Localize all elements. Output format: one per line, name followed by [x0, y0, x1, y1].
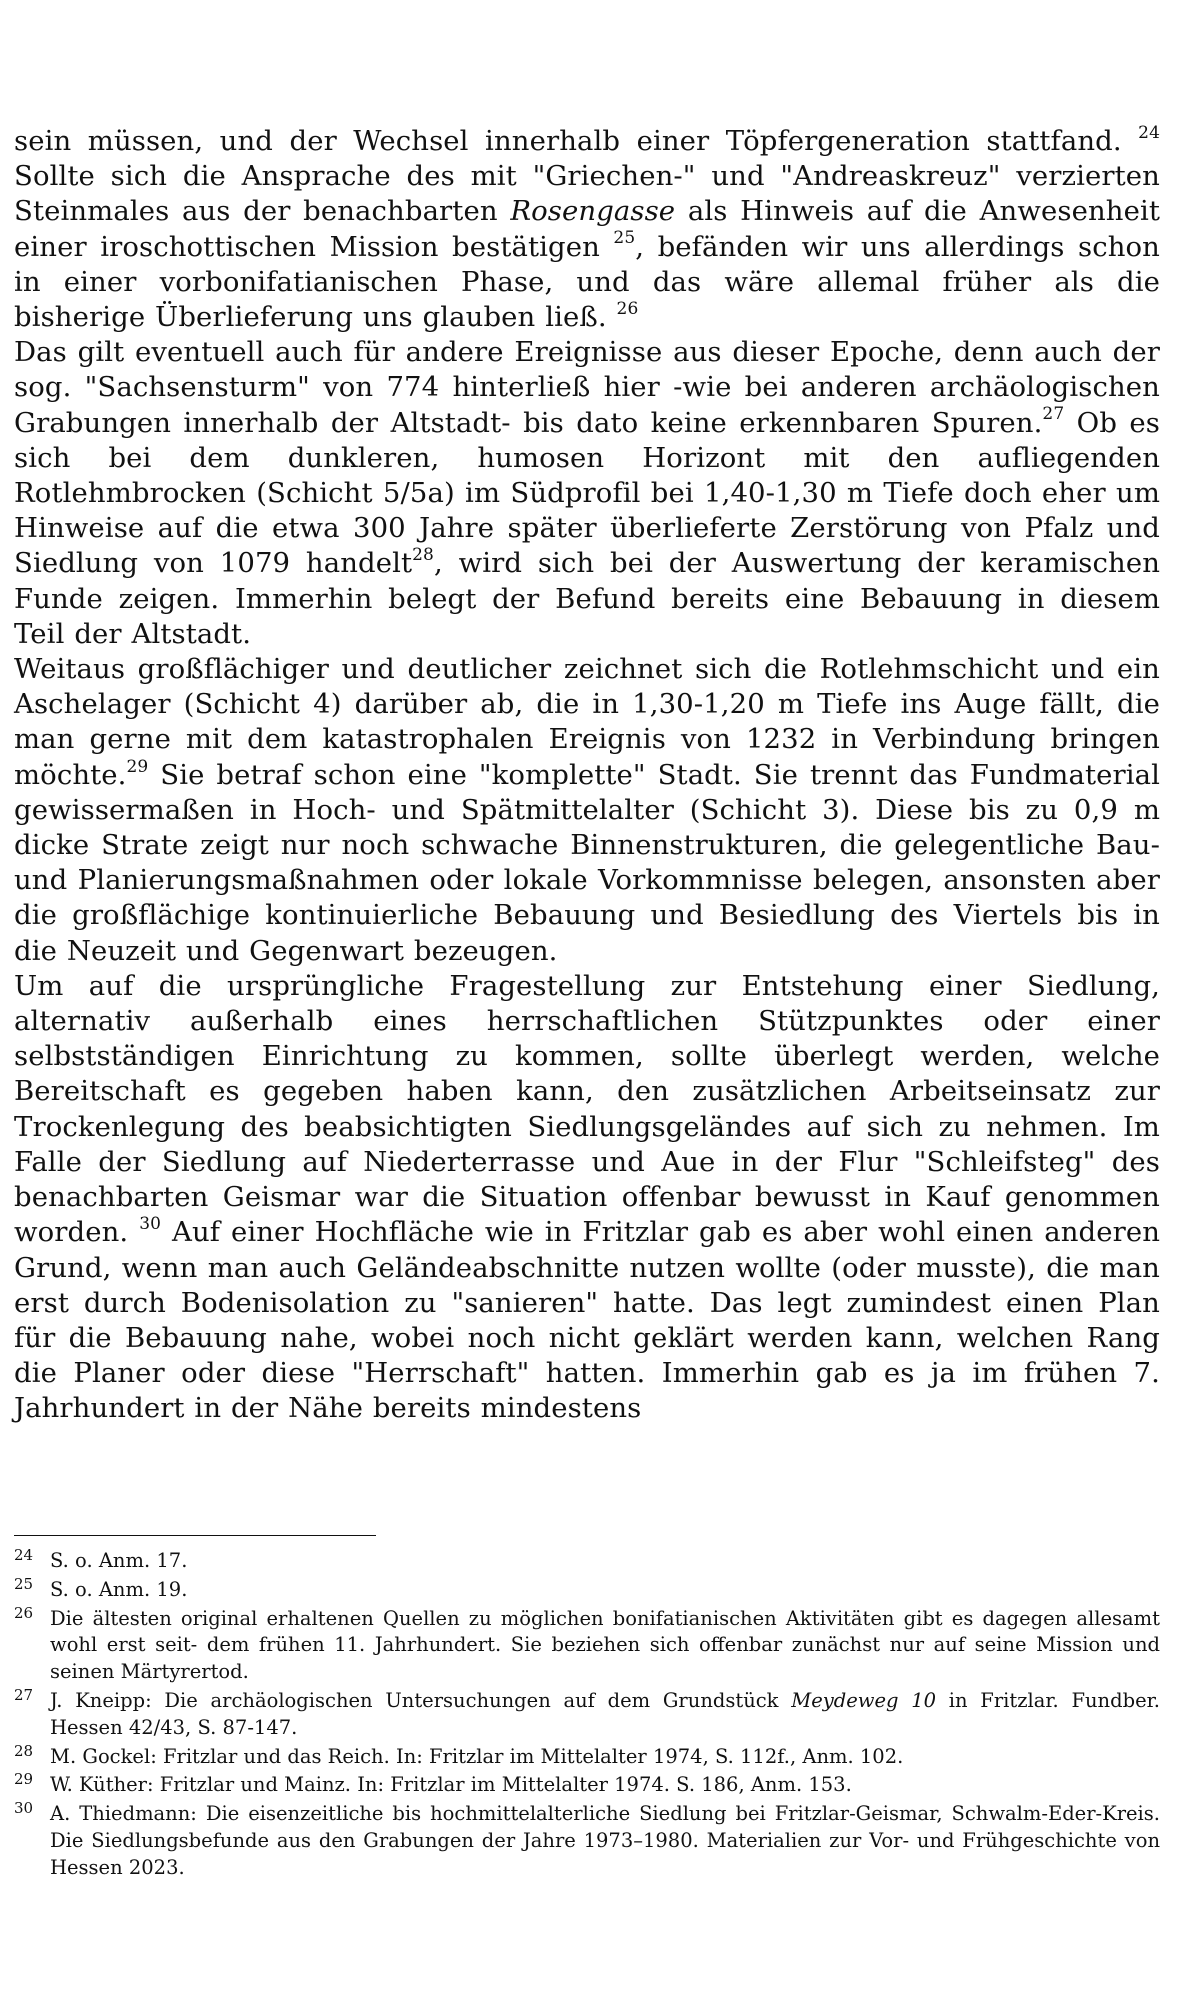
footnote-text: W. Küther: Fritzlar und Mainz. In: Fritzlar im Mittelalter 1974. S. 186, Anm. 153. [50, 1773, 852, 1797]
footnote-text [50, 1688, 1160, 1742]
footnote-text: S. o. Anm. 19. [50, 1577, 188, 1601]
footnote-text-run: in Fritzlar. Fundber. Hessen 42/43, S. 87-147. [50, 1688, 1160, 1739]
text-run: Um auf die ursprüngliche Fragestellung zur Entstehung einer Siedlung, alternativ außerhalb eines herrschaftlichen Stützpunktes oder einer selbstständigen Einrichtung zu kommen, sollte überlegt werden, welche Bereitschaft es gegeben haben kann, den zusätzlichen Arbeitseinsatz zur Trockenlegung des beabsichtigten Siedlungsgeländes auf sich zu nehmen. Im Falle der Siedlung auf Niederterrasse und Aue in der Flur "Schleifsteg" des benachbarten Geismar war die Situation offenbar bewusst in Kauf genommen worden. [14, 969, 1160, 1249]
text-run: , befänden wir uns allerdings schon in einer vorbonifatianischen Phase, und das wäre allemal früher als die bisherige Überlieferung uns glauben ließ. [14, 230, 1160, 334]
italic-term: Meydeweg 10 [791, 1688, 937, 1712]
footnote-ref[interactable]: 24 [1138, 122, 1160, 143]
text-run: , wird sich bei der Auswertung der keramischen Funde zeigen. Immerhin belegt der Befund bereits eine Bebauung in diesem Teil der Altstadt. [14, 547, 1161, 650]
footnote-ref[interactable]: 26 [616, 298, 639, 319]
footnote-ref[interactable]: 28 [412, 545, 434, 566]
footnote-number: 25 [14, 1574, 34, 1593]
text-run: Weitaus großflächiger und deutlicher zeichnet sich die Rotlehmschicht und ein Aschelager (Schicht 4) darüber ab, die in 1,30-1,20 m Tiefe ins Auge fällt, die man gerne mit dem katastrophalen Ereignis von 1232 in Verbindung bringen möchte. [14, 653, 1160, 791]
footnote-ref[interactable]: 29 [126, 756, 149, 777]
footnote-25 [14, 1574, 1160, 1604]
footnote-29 [14, 1772, 1160, 1799]
footnote-number: 28 [14, 1741, 34, 1760]
footnote-30 [14, 1801, 1160, 1881]
footnote-27 [14, 1685, 1160, 1742]
paragraph-1 [14, 124, 1160, 335]
text-run: Das gilt eventuell auch für andere Ereignisse aus dieser Epoche, denn auch der sog. "Sachsensturm" von 774 hinterließ hier -wie bei anderen archäologischen Grabungen innerhalb der Altstadt- bis dato keine erkennbaren Spuren. [14, 336, 1160, 439]
paragraph-4 [14, 969, 1160, 1427]
text-run: Sie betraf schon eine "komplette" Stadt. Sie trennt das Fundmaterial gewissermaßen in Hoch- und Spätmittelalter (Schicht 3). Diese bis zu 0,9 m dicke Strate zeigt nur noch schwache Binnenstrukturen, die gelegentliche Bau- und Planierungsmaßnahmen oder lokale Vorkommnisse belegen, ansonsten aber die großflächige kontinuierliche Bebauung und Besiedlung des Viertels bis in die Neuzeit und Gegenwart bezeugen. [14, 758, 1161, 967]
footnote-text: S. o. Anm. 17. [50, 1549, 188, 1572]
text-run: sein müssen, und der Wechsel innerhalb einer Töpfergeneration stattfand. [14, 125, 1122, 157]
footnote-text: A. Thiedmann: Die eisenzeitliche bis hochmittelalterliche Siedlung bei Fritzlar-Geismar, Schwalm-Eder-Kreis. Die Siedlungsbefunde aus den Grabungen der Jahre 1973–1980. Materialien zur Vor- und Frühgeschichte von Hessen 2023. [50, 1802, 1160, 1879]
text-run: Ob es sich bei dem dunkleren, humosen Horizont mit den aufliegenden Rotlehmbrocken (Schicht 5/5a) im Südprofil bei 1,40-1,30 m Tiefe doch eher um Hinweise auf die etwa 300 Jahre später überlieferte Zerstörung von Pfalz und Siedlung von 1079 handelt [14, 406, 1161, 580]
footnote-number: 29 [14, 1770, 34, 1789]
footnote-number: 24 [14, 1546, 34, 1564]
document-page [14, 124, 1160, 1427]
footnote-number: 27 [14, 1685, 34, 1704]
text-run: Sollte sich die Ansprache des mit "Griechen-" und "Andreaskreuz" verzierten Steinmales aus der benachbarten [14, 160, 1160, 228]
footnote-text-run: J. Kneipp: Die archäologischen Untersuchungen auf dem Grundstück [50, 1688, 779, 1712]
footnote-number: 30 [14, 1799, 34, 1818]
footnote-ref[interactable]: 25 [613, 228, 636, 249]
footnote-text: Die ältesten original erhaltenen Quellen zu möglichen bonifatianischen Aktivitäten gibt es dagegen allesamt wohl erst seit- dem frühen 11. Jahrhundert. Sie beziehen sich offenbar zunächst nur auf seine Mission und seinen Märtyrertod. [50, 1606, 1160, 1684]
footnote-text: M. Gockel: Fritzlar und das Reich. In: Fritzlar im Mittelalter 1974, S. 112f., Anm. 102. [50, 1744, 904, 1768]
text-run: als Hinweis auf die Anwesenheit einer iroschottischen Mission bestätigen [14, 195, 1161, 263]
footnotes [14, 1548, 1160, 1884]
footnote-24 [14, 1548, 1160, 1575]
italic-term: Rosengasse [510, 195, 676, 228]
footnote-ref[interactable]: 30 [139, 1214, 162, 1235]
footnote-ref[interactable]: 27 [1042, 404, 1065, 425]
footnote-28 [14, 1741, 1160, 1771]
paragraph-3 [14, 652, 1160, 969]
footnote-number: 26 [14, 1603, 34, 1622]
text-run: Auf einer Hochfläche wie in Fritzlar gab es aber wohl einen anderen Grund, wenn man auch Geländeabschnitte nutzen wollte (oder musste), die man erst durch Bodenisolation zu "sanieren" hatte. Das legt zumindest einen Plan für die Bebauung nahe, wobei noch nicht geklärt werden kann, welchen Rang die Planer oder diese "Herrschaft" hatten. Immerhin gab es ja im frühen 7. Jahrhundert in der Nähe bereits mindestens [14, 1216, 1161, 1425]
paragraph-2 [14, 335, 1160, 652]
main-text [14, 124, 1160, 1427]
footnote-divider [14, 1535, 376, 1536]
footnote-26 [14, 1603, 1160, 1686]
